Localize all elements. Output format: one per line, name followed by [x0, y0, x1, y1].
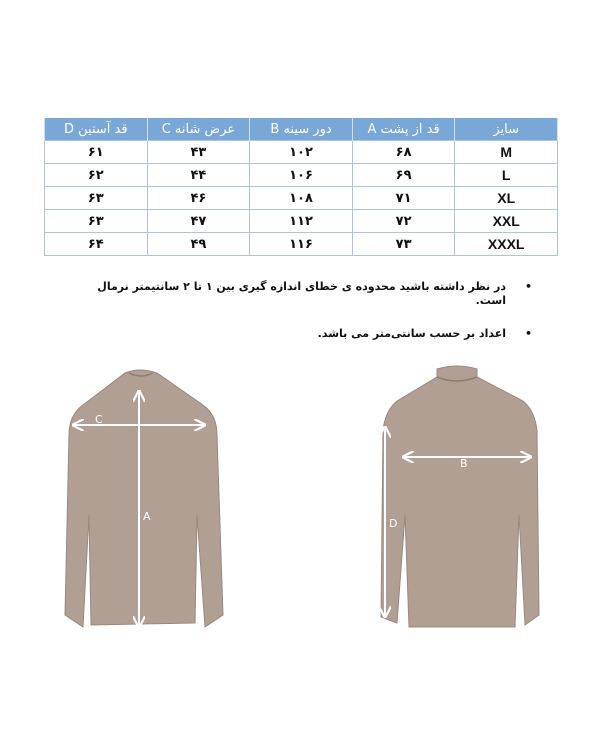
- back-length-cell: ۶۸: [352, 141, 455, 164]
- label-b: B: [460, 457, 468, 470]
- back-length-cell: ۷۳: [352, 233, 455, 256]
- sleeve-cell: ۶۳: [45, 210, 148, 233]
- back-length-cell: ۷۲: [352, 210, 455, 233]
- header-size: سایز: [455, 118, 558, 141]
- chest-cell: ۱۰۶: [250, 164, 353, 187]
- label-c: C: [95, 413, 103, 426]
- label-d: D: [389, 517, 398, 530]
- chest-cell: ۱۰۸: [250, 187, 353, 210]
- back-length-cell: ۶۹: [352, 164, 455, 187]
- size-cell: XXXL: [455, 233, 558, 256]
- shoulder-cell: ۴۳: [147, 141, 250, 164]
- shoulder-cell: ۴۴: [147, 164, 250, 187]
- header-chest: دور سینه B: [250, 118, 353, 141]
- table-row: [45, 141, 558, 164]
- sweater-front-figure: [375, 365, 555, 645]
- table-row: [45, 233, 558, 256]
- size-cell: L: [455, 164, 558, 187]
- shoulder-cell: ۴۶: [147, 187, 250, 210]
- notes-list: [92, 280, 532, 360]
- note-item: [92, 280, 532, 308]
- note-text: اعداد بر حسب سانتی‌متر می باشد.: [317, 327, 506, 340]
- note-item: [92, 327, 532, 341]
- size-cell: XXL: [455, 210, 558, 233]
- table-row: [45, 187, 558, 210]
- table-header-row: [45, 118, 558, 141]
- size-cell: M: [455, 141, 558, 164]
- sweater-front-shape: [381, 366, 539, 627]
- label-a: A: [143, 510, 151, 523]
- header-shoulder: عرض شانه C: [147, 118, 250, 141]
- bullet-icon: •: [524, 280, 532, 293]
- sweater-back-figure: [45, 365, 245, 645]
- shoulder-cell: ۴۹: [147, 233, 250, 256]
- header-sleeve: قد آستین D: [45, 118, 148, 141]
- sleeve-cell: ۶۲: [45, 164, 148, 187]
- shoulder-cell: ۴۷: [147, 210, 250, 233]
- size-table: [44, 118, 558, 256]
- sleeve-cell: ۶۳: [45, 187, 148, 210]
- chest-cell: ۱۱۶: [250, 233, 353, 256]
- back-length-cell: ۷۱: [352, 187, 455, 210]
- header-back-length: قد از پشت A: [352, 118, 455, 141]
- sleeve-cell: ۶۴: [45, 233, 148, 256]
- bullet-icon: •: [524, 327, 532, 340]
- sleeve-cell: ۶۱: [45, 141, 148, 164]
- size-cell: XL: [455, 187, 558, 210]
- chest-cell: ۱۱۲: [250, 210, 353, 233]
- chest-cell: ۱۰۲: [250, 141, 353, 164]
- note-text: در نظر داشته باشید محدوده ی خطای اندازه گیری بین ۱ تا ۲ سانتیمتر نرمال است.: [97, 280, 506, 307]
- sweater-back-shape: [65, 370, 223, 627]
- table-row: [45, 210, 558, 233]
- table-row: [45, 164, 558, 187]
